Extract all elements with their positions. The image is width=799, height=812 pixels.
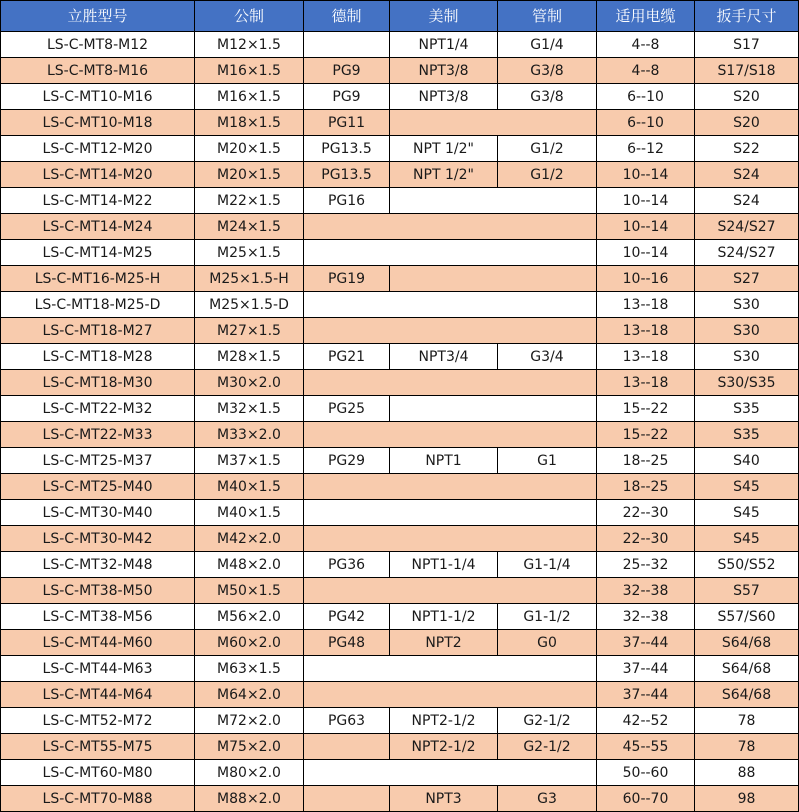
cell-model: LS-C-MT32-M48 [1,552,195,578]
cell-model: LS-C-MT18-M27 [1,318,195,344]
cell-model: LS-C-MT55-M75 [1,734,195,760]
cell-wrench-size: 88 [695,760,799,786]
cell-metric: M60×2.0 [195,630,304,656]
cell-model: LS-C-MT10-M16 [1,84,195,110]
cell-cable-range: 32--38 [597,604,695,630]
cell-metric: M40×1.5 [195,474,304,500]
cell-wrench-size: S27 [695,266,799,292]
header-npt: 美制 [390,1,498,32]
table-row [1,604,799,630]
cell-metric: M25×1.5 [195,240,304,266]
cell-g-pipe: G1/2 [498,162,597,188]
cell-wrench-size: S30/S35 [695,370,799,396]
cell-metric: M16×1.5 [195,58,304,84]
cell-wrench-size: S64/68 [695,630,799,656]
cell-wrench-size: S24 [695,162,799,188]
cell-pg: PG9 [304,84,390,110]
cell-pg [304,474,597,500]
table-row [1,396,799,422]
table-row [1,370,799,396]
cell-metric: M12×1.5 [195,32,304,58]
cell-g-pipe: G2-1/2 [498,734,597,760]
cell-wrench-size: S45 [695,500,799,526]
cell-wrench-size: S35 [695,422,799,448]
cell-model: LS-C-MT18-M25-D [1,292,195,318]
cell-npt: NPT2-1/2 [390,708,498,734]
cell-metric: M75×2.0 [195,734,304,760]
cell-npt: NPT3/4 [390,344,498,370]
cell-metric: M20×1.5 [195,136,304,162]
cell-wrench-size: 78 [695,708,799,734]
cell-metric: M16×1.5 [195,84,304,110]
cell-pg: PG48 [304,630,390,656]
cell-cable-range: 50--60 [597,760,695,786]
cell-g-pipe: G3/8 [498,58,597,84]
cell-model: LS-C-MT10-M18 [1,110,195,136]
cell-cable-range: 10--14 [597,188,695,214]
cell-g-pipe: G1/4 [498,32,597,58]
cell-wrench-size: S20 [695,84,799,110]
cell-cable-range: 13--18 [597,318,695,344]
table-header [1,1,799,32]
cell-pg: PG36 [304,552,390,578]
cell-model: LS-C-MT18-M28 [1,344,195,370]
cell-metric: M20×1.5 [195,162,304,188]
cell-wrench-size: S30 [695,344,799,370]
cell-wrench-size: 98 [695,786,799,812]
cell-wrench-size: S24 [695,188,799,214]
cell-model: LS-C-MT25-M40 [1,474,195,500]
cell-npt: NPT 1/2" [390,162,498,188]
cell-cable-range: 15--22 [597,422,695,448]
header-g-pipe: 管制 [498,1,597,32]
cell-cable-range: 45--55 [597,734,695,760]
cell-wrench-size: 78 [695,734,799,760]
cell-pg: PG16 [304,188,390,214]
table-row [1,110,799,136]
cell-g-pipe: G1 [498,448,597,474]
cell-cable-range: 13--18 [597,344,695,370]
cell-npt: NPT3/8 [390,84,498,110]
cell-pg: PG9 [304,58,390,84]
cell-model: LS-C-MT22-M33 [1,422,195,448]
table-row [1,188,799,214]
cell-g-pipe: G3/8 [498,84,597,110]
cell-wrench-size: S30 [695,318,799,344]
cell-model: LS-C-MT38-M50 [1,578,195,604]
cell-metric: M56×2.0 [195,604,304,630]
cell-metric: M28×1.5 [195,344,304,370]
cell-wrench-size: S35 [695,396,799,422]
table-row [1,552,799,578]
cell-wrench-size: S30 [695,292,799,318]
cell-model: LS-C-MT30-M42 [1,526,195,552]
cell-g-pipe: G1-1/2 [498,604,597,630]
cell-metric: M40×1.5 [195,500,304,526]
cell-model: LS-C-MT14-M22 [1,188,195,214]
cell-pg [304,786,390,812]
cell-npt [390,188,597,214]
table-row [1,786,799,812]
cell-npt: NPT1-1/4 [390,552,498,578]
cell-metric: M37×1.5 [195,448,304,474]
cell-model: LS-C-MT30-M40 [1,500,195,526]
table-row [1,32,799,58]
cell-cable-range: 42--52 [597,708,695,734]
header-row [1,1,799,32]
table-row [1,708,799,734]
cell-cable-range: 4--8 [597,58,695,84]
cell-wrench-size: S57 [695,578,799,604]
cell-model: LS-C-MT25-M37 [1,448,195,474]
cell-pg [304,760,597,786]
cell-npt [390,396,597,422]
table-body [1,32,799,812]
cell-metric: M63×1.5 [195,656,304,682]
cell-npt: NPT2-1/2 [390,734,498,760]
cell-g-pipe: G3 [498,786,597,812]
cell-model: LS-C-MT8-M16 [1,58,195,84]
cell-pg [304,422,597,448]
header-pg: 德制 [304,1,390,32]
cell-metric: M72×2.0 [195,708,304,734]
cell-npt: NPT3 [390,786,498,812]
cell-cable-range: 6--10 [597,84,695,110]
cell-pg [304,292,597,318]
cell-pg [304,214,597,240]
cell-wrench-size: S50/S52 [695,552,799,578]
cell-metric: M25×1.5-D [195,292,304,318]
cell-model: LS-C-MT16-M25-H [1,266,195,292]
table-row [1,500,799,526]
cell-model: LS-C-MT52-M72 [1,708,195,734]
cell-cable-range: 10--16 [597,266,695,292]
cell-cable-range: 22--30 [597,526,695,552]
cell-metric: M24×1.5 [195,214,304,240]
table-row [1,630,799,656]
cell-pg [304,32,390,58]
cell-metric: M80×2.0 [195,760,304,786]
cell-g-pipe: G1-1/4 [498,552,597,578]
cell-cable-range: 6--10 [597,110,695,136]
cell-npt [390,110,597,136]
cell-metric: M48×2.0 [195,552,304,578]
table-row [1,682,799,708]
cell-pg [304,500,597,526]
cell-npt: NPT2 [390,630,498,656]
table-row [1,266,799,292]
header-wrench-size: 扳手尺寸 [695,1,799,32]
cell-pg [304,682,597,708]
cell-model: LS-C-MT44-M60 [1,630,195,656]
table-row [1,240,799,266]
cell-pg: PG11 [304,110,390,136]
cell-g-pipe: G2-1/2 [498,708,597,734]
cell-metric: M32×1.5 [195,396,304,422]
cell-wrench-size: S22 [695,136,799,162]
header-metric: 公制 [195,1,304,32]
cell-npt: NPT1-1/2 [390,604,498,630]
cell-metric: M22×1.5 [195,188,304,214]
cell-cable-range: 10--14 [597,162,695,188]
cell-model: LS-C-MT44-M63 [1,656,195,682]
table-row [1,734,799,760]
cell-npt: NPT 1/2" [390,136,498,162]
cell-pg: PG29 [304,448,390,474]
cell-metric: M25×1.5-H [195,266,304,292]
header-model: 立胜型号 [1,1,195,32]
table-row [1,214,799,240]
cell-model: LS-C-MT70-M88 [1,786,195,812]
cell-cable-range: 4--8 [597,32,695,58]
cell-cable-range: 13--18 [597,370,695,396]
cell-pg [304,318,597,344]
cell-cable-range: 13--18 [597,292,695,318]
cell-pg [304,656,597,682]
cell-metric: M27×1.5 [195,318,304,344]
cell-pg [304,370,597,396]
cell-g-pipe: G0 [498,630,597,656]
cell-cable-range: 22--30 [597,500,695,526]
cell-model: LS-C-MT18-M30 [1,370,195,396]
cell-wrench-size: S64/68 [695,656,799,682]
cell-g-pipe: G1/2 [498,136,597,162]
cell-cable-range: 37--44 [597,630,695,656]
cell-cable-range: 37--44 [597,682,695,708]
cell-wrench-size: S40 [695,448,799,474]
cell-metric: M18×1.5 [195,110,304,136]
cell-model: LS-C-MT38-M56 [1,604,195,630]
cell-cable-range: 25--32 [597,552,695,578]
cell-cable-range: 10--14 [597,240,695,266]
cell-model: LS-C-MT14-M25 [1,240,195,266]
cell-cable-range: 60--70 [597,786,695,812]
table-row [1,578,799,604]
cell-wrench-size: S57/S60 [695,604,799,630]
cell-pg: PG13.5 [304,162,390,188]
table-row [1,292,799,318]
cell-model: LS-C-MT44-M64 [1,682,195,708]
cell-cable-range: 18--25 [597,448,695,474]
table-row [1,344,799,370]
cell-wrench-size: S20 [695,110,799,136]
table-row [1,318,799,344]
cell-model: LS-C-MT22-M32 [1,396,195,422]
cell-wrench-size: S64/68 [695,682,799,708]
cell-cable-range: 15--22 [597,396,695,422]
table-row [1,136,799,162]
cell-wrench-size: S24/S27 [695,214,799,240]
cell-metric: M64×2.0 [195,682,304,708]
cell-metric: M33×2.0 [195,422,304,448]
cell-npt: NPT1/4 [390,32,498,58]
cell-cable-range: 6--12 [597,136,695,162]
table-row [1,58,799,84]
cell-wrench-size: S17 [695,32,799,58]
cell-pg [304,526,597,552]
cell-pg: PG13.5 [304,136,390,162]
cell-pg [304,734,390,760]
cell-cable-range: 32--38 [597,578,695,604]
cell-pg: PG63 [304,708,390,734]
cell-g-pipe: G3/4 [498,344,597,370]
cell-metric: M42×2.0 [195,526,304,552]
table-row [1,526,799,552]
cell-model: LS-C-MT14-M24 [1,214,195,240]
table-row [1,760,799,786]
cell-wrench-size: S24/S27 [695,240,799,266]
cell-wrench-size: S17/S18 [695,58,799,84]
table-row [1,474,799,500]
cell-wrench-size: S45 [695,526,799,552]
cell-metric: M50×1.5 [195,578,304,604]
cell-model: LS-C-MT12-M20 [1,136,195,162]
cell-pg: PG19 [304,266,390,292]
table-row [1,84,799,110]
cell-cable-range: 18--25 [597,474,695,500]
cell-pg: PG21 [304,344,390,370]
header-cable-range: 适用电缆 [597,1,695,32]
cell-model: LS-C-MT8-M12 [1,32,195,58]
table-row [1,422,799,448]
cell-wrench-size: S45 [695,474,799,500]
cell-npt [390,266,597,292]
cell-pg [304,578,597,604]
cell-pg [304,240,597,266]
cell-npt: NPT3/8 [390,58,498,84]
table-row [1,656,799,682]
cell-pg: PG25 [304,396,390,422]
cell-cable-range: 10--14 [597,214,695,240]
cell-pg: PG42 [304,604,390,630]
cell-metric: M88×2.0 [195,786,304,812]
table-row [1,448,799,474]
cell-cable-range: 37--44 [597,656,695,682]
cell-model: LS-C-MT14-M20 [1,162,195,188]
cell-metric: M30×2.0 [195,370,304,396]
cell-npt: NPT1 [390,448,498,474]
cell-model: LS-C-MT60-M80 [1,760,195,786]
table-row [1,162,799,188]
